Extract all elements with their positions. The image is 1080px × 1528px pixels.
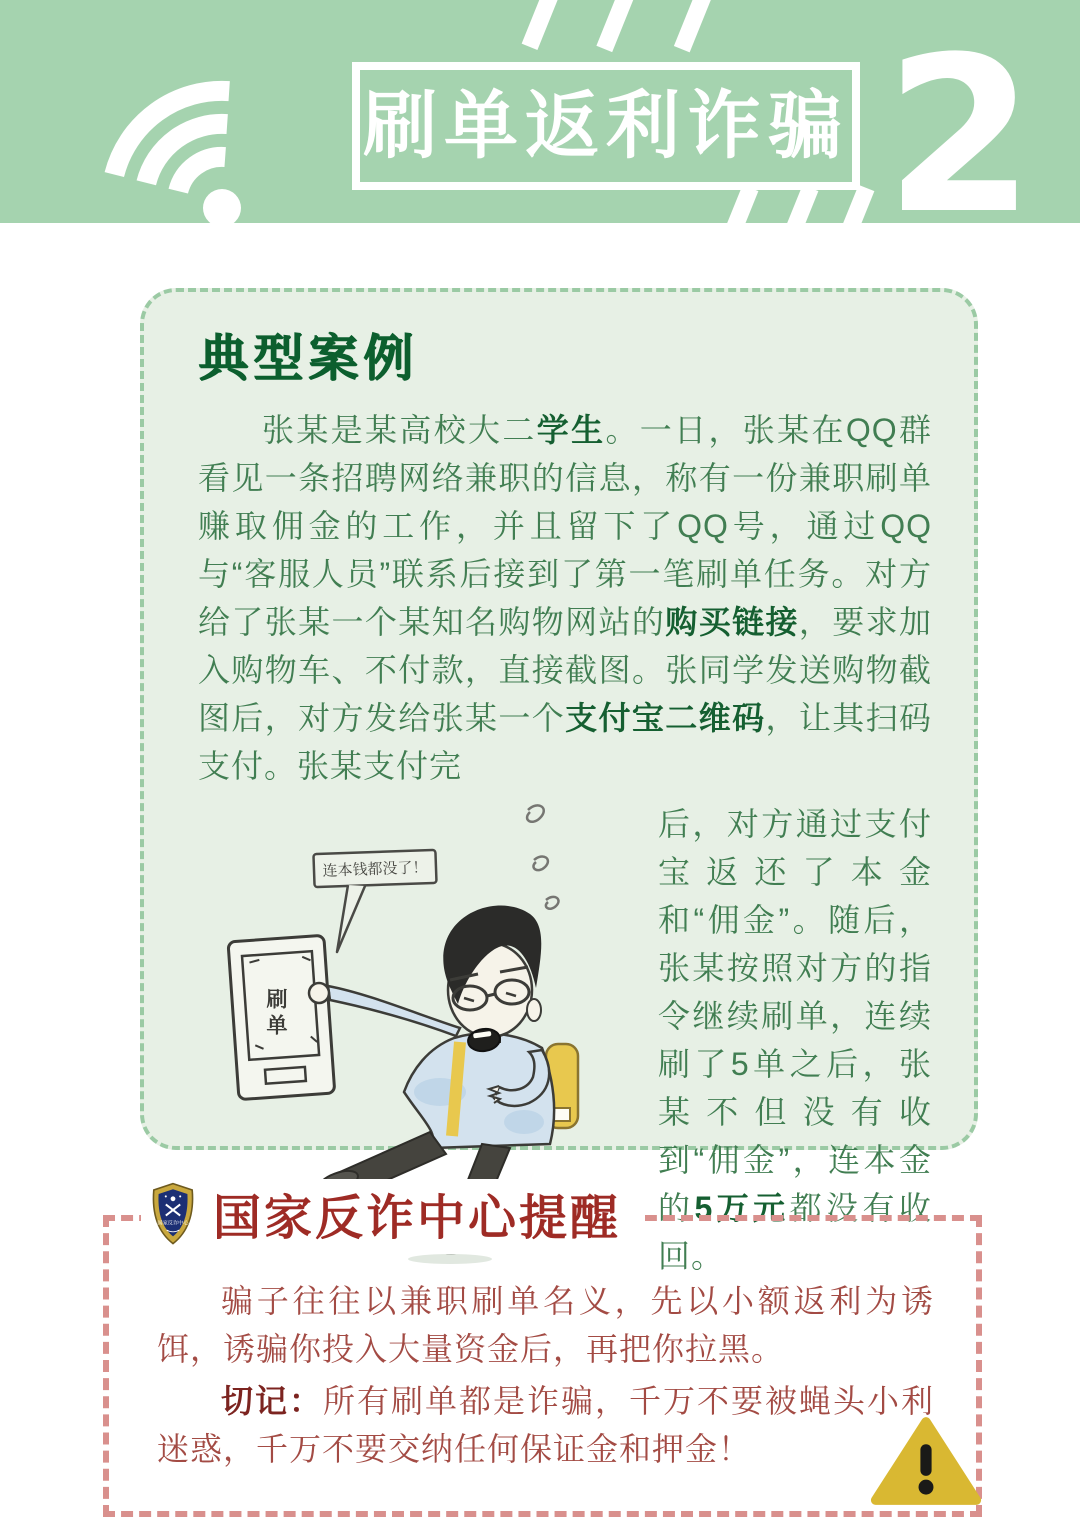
reminder-title: 国家反诈中心提醒 xyxy=(213,1192,622,1245)
anti-fraud-badge-icon xyxy=(149,1181,197,1247)
case-paragraph-1: 张某是某高校大二学生。一日，张某在QQ群看见一条招聘网络兼职的信息，称有一份兼职刷单赚取佣金的工作，并且留下了QQ号，通过QQ与“客服人员”联系后接到了第一笔刷单任务。对方给了张某一个某知名购物网站的购买链接，要求加入购物车、不付款，直接截图。张同学发送购物截图后，对方发给张某一个支付宝二维码，让其扫码支付。张某支付完 xyxy=(198,412,932,784)
wifi-icon xyxy=(85,30,280,223)
diagonal-stripe xyxy=(596,0,638,52)
page-number xyxy=(865,28,1080,228)
poster-title: 刷单返利诈骗 xyxy=(363,84,849,167)
reminder-header xyxy=(141,1179,645,1254)
backpack-strap xyxy=(452,1042,460,1136)
case-paragraph-2: 后，对方通过支付宝返还了本金和“佣金”。随后，张某按照对方的指令继续刷单，连续刷了5单之后，张某不但没有收到“佣金”，连本金的5万元都没有收回。 xyxy=(658,806,932,1274)
reminder-paragraph-1: 骗子往往以兼职刷单名义，先以小额返利为诱饵，诱骗你投入大量资金后，再把你拉黑。 xyxy=(157,1283,934,1367)
diagonal-stripe xyxy=(776,185,818,223)
warning-icon xyxy=(870,1413,982,1509)
diagonal-stripe xyxy=(674,0,714,52)
case-heading: 典型案例 xyxy=(198,330,418,386)
speech-bubble-text: 连本钱都没了！ xyxy=(322,859,428,880)
speech-bubble-tail xyxy=(337,885,365,952)
phone-screen-label: 刷单 xyxy=(264,988,287,1040)
hand xyxy=(309,983,329,1003)
reminder-body xyxy=(109,1221,976,1473)
reminder-box xyxy=(103,1192,982,1517)
diagonal-stripe xyxy=(522,0,565,50)
arm-extended xyxy=(328,986,460,1036)
svg-text:国家反诈中心: 国家反诈中心 xyxy=(157,1219,189,1226)
svg-text:2: 2 xyxy=(885,28,1035,228)
title-box xyxy=(352,62,860,190)
ear xyxy=(527,999,541,1021)
diagonal-stripe xyxy=(716,185,758,223)
reminder-paragraph-2: 切记：所有刷单都是诈骗，千万不要被蝇头小利迷惑，千万不要交纳任何保证金和押金！ xyxy=(157,1383,934,1467)
dizzy-marks xyxy=(527,805,558,908)
header-banner xyxy=(0,0,1080,228)
